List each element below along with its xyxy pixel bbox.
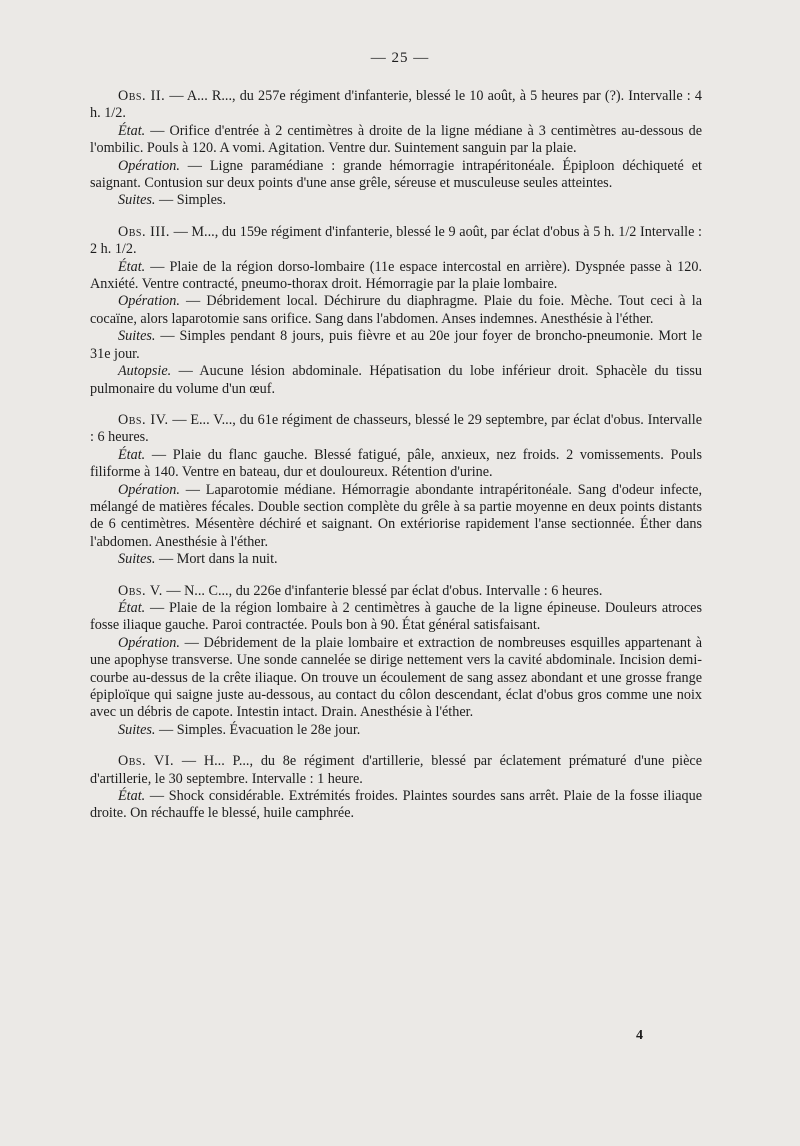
- section-label: État.: [118, 788, 146, 805]
- section-autopsie: [90, 363, 702, 398]
- observation-intro-text: — A... R..., du 257e régiment d'infanterie, blessé le 10 août, à 5 heures par (?). Intervalle : 4 h. 1/2.: [90, 88, 702, 122]
- observation-intro: [90, 224, 702, 259]
- section-text: — Laparotomie médiane. Hémorragie abondante intrapéritonéale. Sang d'odeur infecte, mélangé de matières fécales. Double section complète du grêle à sa partie moyenne en deux points distants de 6 centimètres. Mésentère déchiré et saignant. On extériorise rapidement l'anse sectionnée. Éther dans l'abdomen. Anesthésie à l'éther.: [90, 481, 702, 550]
- section-etat: [90, 788, 702, 823]
- section-text: — Plaie de la région lombaire à 2 centimètres à gauche de la ligne épineuse. Douleurs atroces fosse iliaque gauche. Paroi contractée. Pouls bon à 90. État général satisfaisant.: [90, 599, 702, 634]
- observation-intro-text: — M..., du 159e régiment d'infanterie, blessé le 9 août, par éclat d'obus à 5 h. 1/2 Intervalle : 2 h. 1/2.: [90, 223, 703, 258]
- observation-intro: [90, 753, 702, 788]
- observation-4: [90, 412, 702, 569]
- section-text: — Plaie du flanc gauche. Blessé fatigué, pâle, anxieux, nez froids. 2 vomissements. Pouls filiforme à 140. Ventre en bateau, dur et douloureux. Rétention d'urine.: [90, 446, 702, 481]
- section-label: Suites.: [118, 328, 156, 345]
- page-number: — 25 —: [370, 50, 430, 66]
- section-etat: [90, 259, 702, 294]
- section-operation: [90, 635, 702, 722]
- section-label: État.: [118, 446, 146, 463]
- section-suites: [90, 192, 702, 209]
- section-label: Autopsie.: [118, 363, 172, 380]
- section-suites: [90, 722, 702, 739]
- observation-heading: Obs. IV.: [118, 411, 169, 428]
- section-label: Opération.: [118, 157, 180, 174]
- observation-3: [90, 224, 702, 398]
- observation-intro-text: — N... C..., du 226e d'infanterie blessé par éclat d'obus. Intervalle : 6 heures.: [162, 582, 603, 599]
- section-operation: [90, 158, 702, 193]
- section-text: — Simples pendant 8 jours, puis fièvre et au 20e jour foyer de broncho-pneumonie. Mort le 31e jour.: [90, 328, 702, 362]
- section-label: État.: [118, 599, 146, 616]
- section-text: — Plaie de la région dorso-lombaire (11e espace intercostal en arrière). Dyspnée passe à 120. Anxiété. Ventre contracté, pneumo-thorax droit. Hémorragie par la plaie lombaire.: [90, 258, 702, 293]
- section-label: État.: [118, 122, 146, 139]
- section-text: — Débridement de la plaie lombaire et extraction de nombreuses esquilles appartenant à une apophyse transverse. Une sonde cannelée se dirige nettement vers la cavité abdominale. Incision demi-courbe au-dessus de la crête iliaque. On trouve un écoulement de sang assez abondant et une grosse frange épiploïque qui saigne juste au-dessous, au contact du côlon descendant, éclat d'obus gros comme une noix avec un débris de capote. Intestin intact. Drain. Anesthésie à l'éther.: [90, 634, 702, 721]
- section-text: — Shock considérable. Extrémités froides. Plaintes sourdes sans arrêt. Plaie de la fosse iliaque droite. On réchauffe le blessé, huile camphrée.: [90, 788, 702, 822]
- section-label: Opération.: [118, 634, 180, 651]
- section-operation: [90, 482, 702, 552]
- section-text: — Ligne paramédiane : grande hémorragie intrapéritonéale. Épiploon déchiqueté et saignant. Contusion sur deux points d'une anse grêle, séreuse et musculeuse seules atteintes.: [90, 157, 702, 192]
- observation-heading: Obs. II.: [118, 88, 166, 104]
- observation-intro: [90, 88, 702, 123]
- section-text: — Orifice d'entrée à 2 centimètres à droite de la ligne médiane à 3 centimètres au-dessous de l'ombilic. Pouls à 120. A vomi. Agitation. Ventre dur. Suintement sanguin par la plaie.: [90, 122, 702, 157]
- section-operation: [90, 293, 702, 328]
- section-suites: [90, 551, 702, 568]
- observation-2: [90, 88, 702, 210]
- section-text: — Simples. Évacuation le 28e jour.: [155, 721, 361, 738]
- page-body: [90, 88, 702, 837]
- section-label: Opération.: [118, 293, 180, 310]
- section-suites: [90, 328, 702, 363]
- observation-6: [90, 753, 702, 823]
- section-etat: [90, 600, 702, 635]
- observation-5: [90, 583, 702, 740]
- observation-intro: [90, 583, 702, 600]
- observation-intro: [90, 412, 702, 447]
- section-text: — Aucune lésion abdominale. Hépatisation du lobe inférieur droit. Sphacèle du tissu pulmonaire du volume d'un œuf.: [90, 363, 702, 397]
- observation-heading: Obs. III.: [118, 223, 170, 240]
- observation-intro-text: — E... V..., du 61e régiment de chasseurs, blessé le 29 septembre, par éclat d'obus. Intervalle : 6 heures.: [90, 411, 702, 446]
- section-label: Suites.: [118, 551, 156, 568]
- section-label: Suites.: [118, 721, 156, 738]
- signature-mark: 4: [636, 1028, 643, 1043]
- section-etat: [90, 123, 702, 158]
- section-label: État.: [118, 258, 146, 275]
- section-etat: [90, 447, 702, 482]
- observation-heading: Obs. VI.: [118, 753, 175, 770]
- section-text: — Débridement local. Déchirure du diaphragme. Plaie du foie. Mèche. Tout ceci à la cocaïne, alors laparotomie sans orifice. Sang dans l'abdomen. Anses indemnes. Anesthésie à l'éther.: [90, 293, 702, 327]
- section-label: Suites.: [118, 192, 156, 209]
- observation-intro-text: — H... P..., du 8e régiment d'artillerie, blessé par éclatement prématuré d'une pièce d'artillerie, le 30 septembre. Intervalle : 1 heure.: [90, 753, 702, 787]
- section-label: Opération.: [118, 481, 180, 498]
- observation-heading: Obs. V.: [118, 582, 163, 599]
- section-text: — Simples.: [155, 192, 226, 209]
- section-text: — Mort dans la nuit.: [155, 551, 278, 568]
